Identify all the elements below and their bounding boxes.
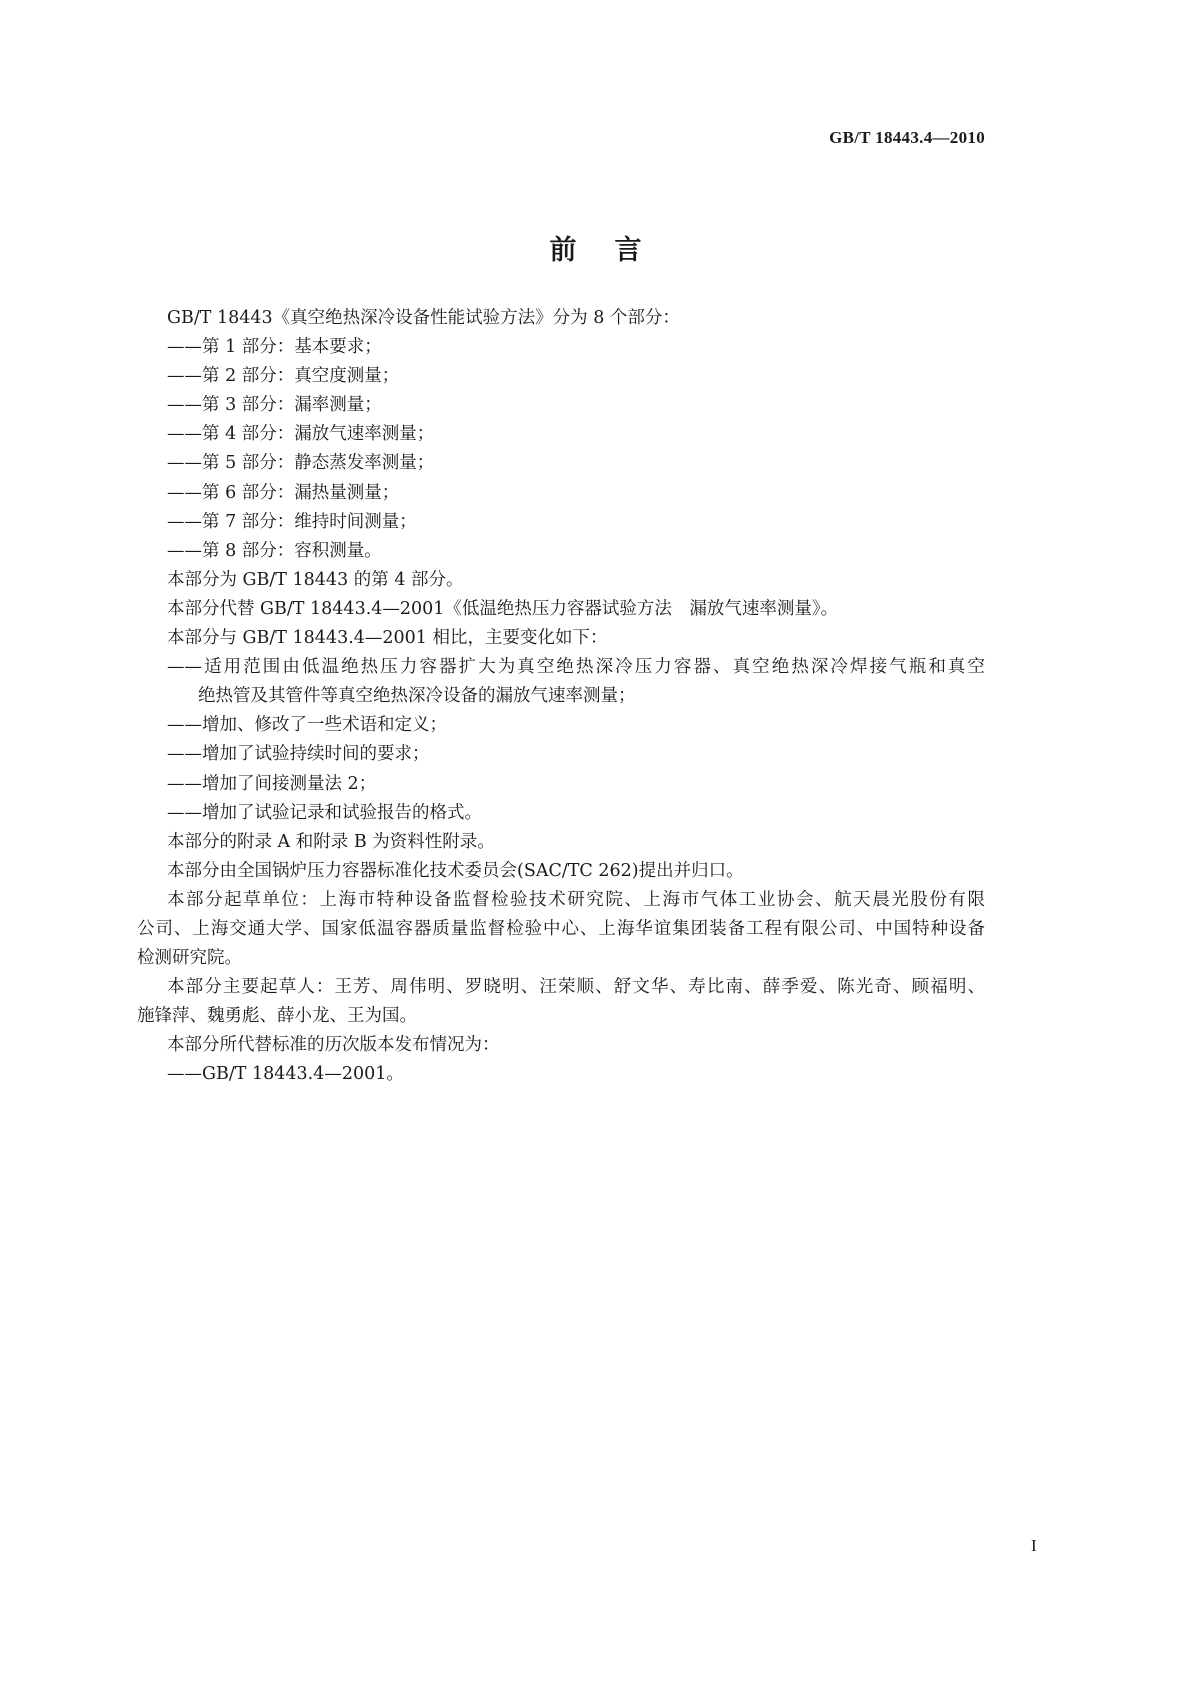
list-item: ——第 1 部分：基本要求； [167,337,382,358]
list-item: ——第 2 部分：真空度测量； [167,366,400,387]
list-item: ——第 8 部分：容积测量。 [167,540,382,561]
paragraph-line: 本部分起草单位：上海市特种设备监督检验技术研究院、上海市气体工业协会、航天晨光股份有限 [167,889,985,910]
page-number: I [1031,1536,1037,1555]
paragraph-line: 本部分与 GB/T 18443.4—2001 相比，主要变化如下： [167,628,608,649]
list-item: ——第 3 部分：漏率测量； [167,395,382,416]
paragraph-line: 公司、上海交通大学、国家低温容器质量监督检验中心、上海华谊集团装备工程有限公司、中国特种设备 [137,918,985,939]
paragraph-line: 本部分为 GB/T 18443 的第 4 部分。 [167,569,464,590]
list-item: ——增加、修改了一些术语和定义； [167,715,447,736]
page-title: 前言 [549,235,680,266]
list-item: ——第 6 部分：漏热量测量； [167,482,400,503]
list-item: ——增加了试验持续时间的要求； [167,744,430,765]
list-item: ——增加了间接测量法 2； [167,773,377,794]
list-item: ——第 7 部分：维持时间测量； [167,511,417,532]
paragraph-line: 本部分由全国锅炉压力容器标准化技术委员会(SAC/TC 262)提出并归口。 [167,860,744,881]
foreword-body [137,304,985,1090]
paragraph-line: 施锋萍、魏勇彪、薛小龙、王为国。 [137,1006,417,1027]
standard-number-header: GB/T 18443.4—2010 [829,128,985,147]
paragraph-line: 本部分代替 GB/T 18443.4—2001《低温绝热压力容器试验方法 漏放气速率测量》。 [167,598,839,619]
list-item: ——GB/T 18443.4—2001。 [167,1064,404,1085]
list-item-continuation: 绝热管及其管件等真空绝热深冷设备的漏放气速率测量； [198,686,636,707]
list-item: ——第 4 部分：漏放气速率测量； [167,424,435,445]
paragraph-line: 本部分主要起草人：王芳、周伟明、罗晓明、汪荣顺、舒文华、寿比南、薛季爱、陈光奇、顾福明、 [167,977,985,998]
list-item: ——增加了试验记录和试验报告的格式。 [167,802,482,823]
paragraph-line: 检测研究院。 [137,948,242,969]
paragraph-line: 本部分所代替标准的历次版本发布情况为： [167,1035,500,1056]
paragraph-line: GB/T 18443《真空绝热深冷设备性能试验方法》分为 8 个部分： [167,308,680,328]
list-item: ——适用范围由低温绝热压力容器扩大为真空绝热深冷压力容器、真空绝热深冷焊接气瓶和真空 [167,657,985,678]
paragraph-line: 本部分的附录 A 和附录 B 为资料性附录。 [167,831,495,852]
list-item: ——第 5 部分：静态蒸发率测量； [167,453,435,474]
